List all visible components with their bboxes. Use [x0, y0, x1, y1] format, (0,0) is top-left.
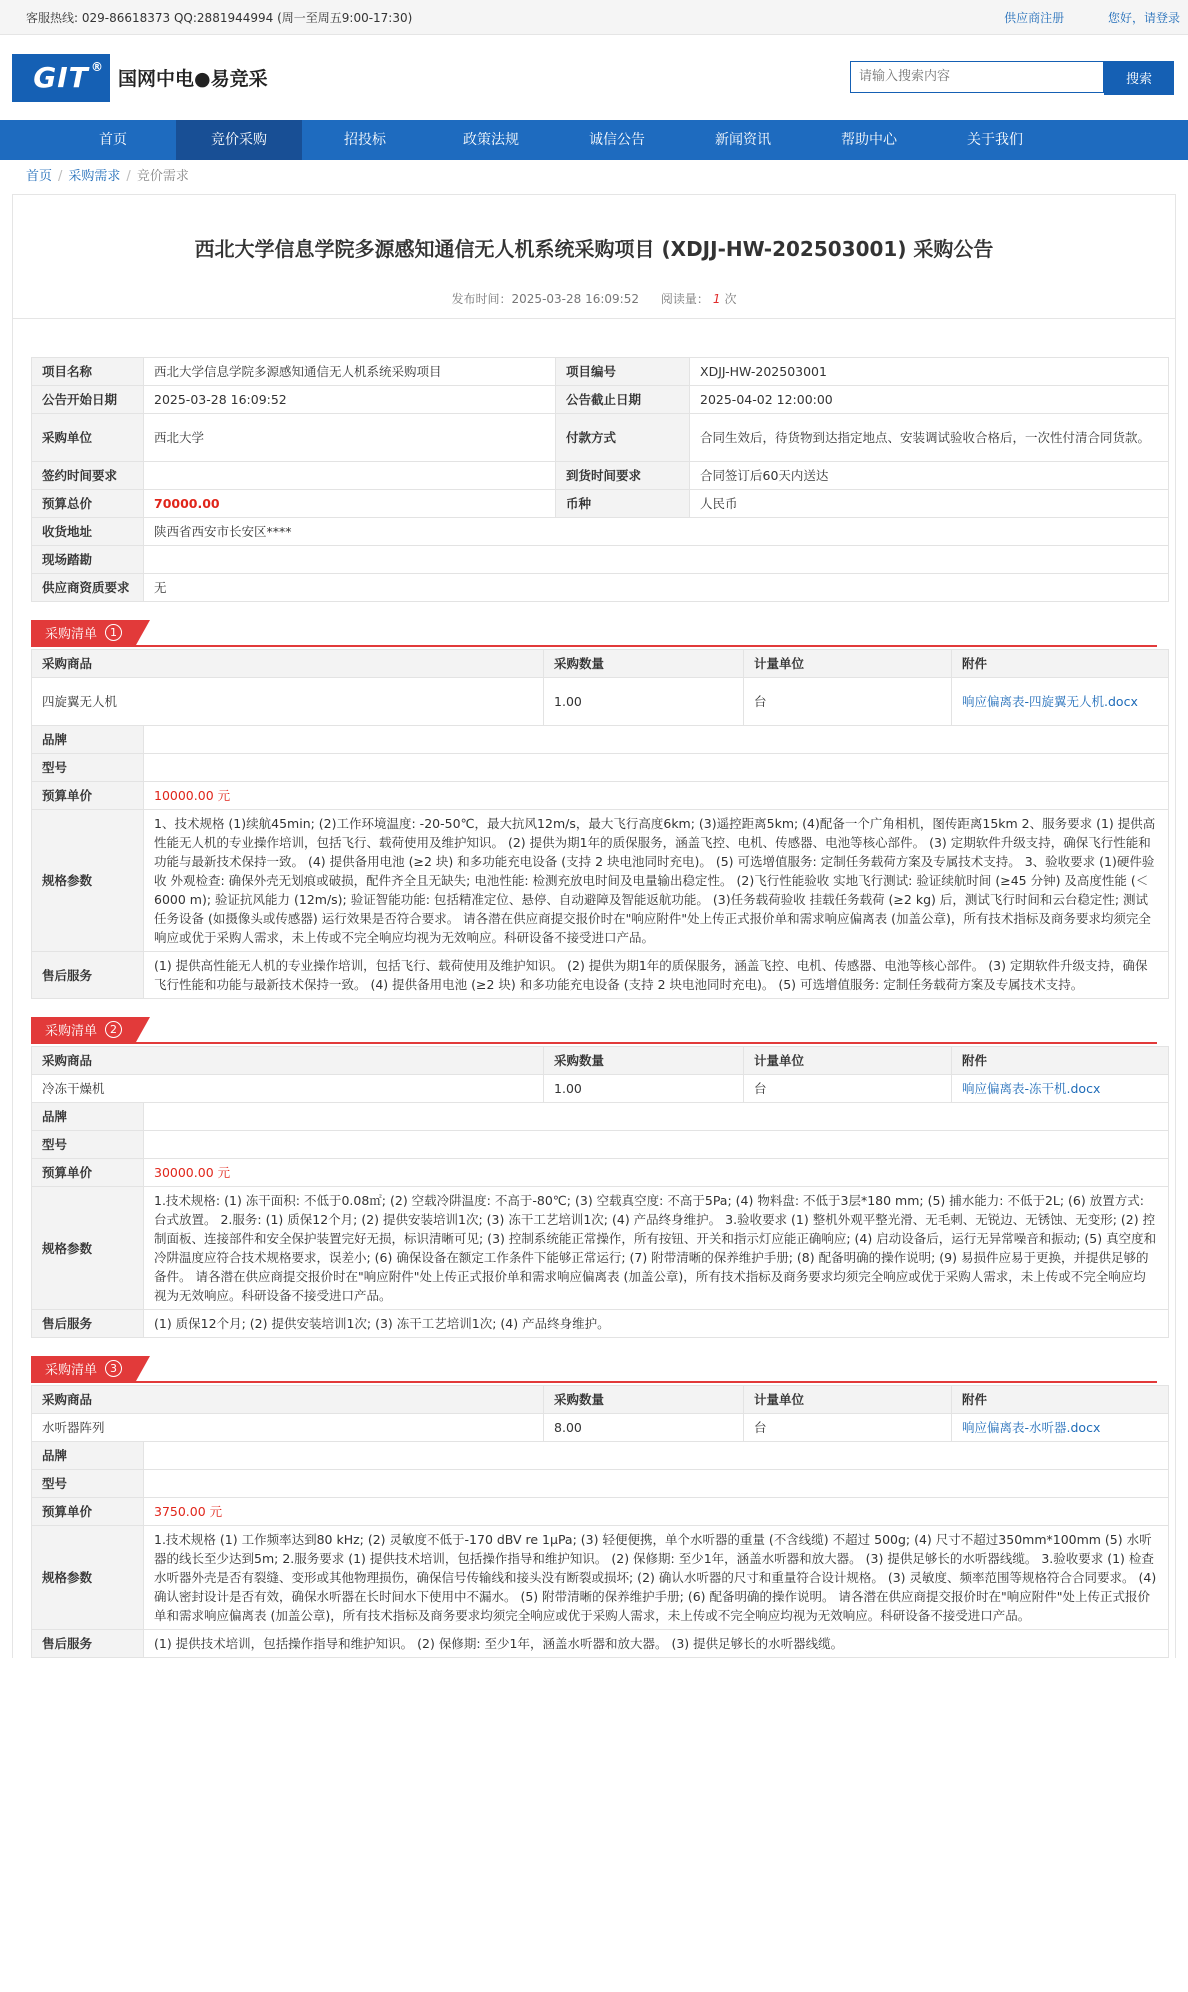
publish-meta: 发布时间：2025-03-28 16:09:52 阅读量： 1 次: [451, 292, 737, 306]
arrive-time-value: 合同签订后60天内送达: [690, 462, 1169, 490]
project-name-value: 西北大学信息学院多源感知通信无人机系统采购项目: [144, 358, 556, 386]
page-title: 西北大学信息学院多源感知通信无人机系统采购项目 (XDJJ-HW-202503001) 采购公告: [194, 237, 994, 261]
brand-value: [144, 726, 1169, 754]
attachment-link[interactable]: 响应偏离表-水听器.docx: [962, 1420, 1101, 1435]
currency-value: 人民币: [690, 490, 1169, 518]
sign-time-label: 签约时间要求: [32, 462, 144, 490]
qty-header: 采购数量: [544, 1386, 744, 1414]
nav-news[interactable]: 新闻资讯: [715, 132, 771, 148]
publish-time: 2025-03-28 16:09:52: [511, 292, 639, 306]
goods-qty: 1.00: [544, 678, 744, 726]
goods-name: 四旋翼无人机: [32, 678, 544, 726]
survey-value: [144, 546, 1169, 574]
project-name-label: 项目名称: [32, 358, 144, 386]
budget-label: 预算总价: [32, 490, 144, 518]
list-tag-2: 采购清单 2: [31, 1017, 1157, 1042]
brand-label: 品牌: [32, 1442, 144, 1470]
attach-header: 附件: [952, 1386, 1169, 1414]
nav-credit[interactable]: 诚信公告: [589, 132, 645, 148]
title-area: [13, 195, 1175, 319]
price-value: 30000.00 元: [144, 1159, 1169, 1187]
breadcrumb: 首页 / 采购需求 / 竞价需求: [26, 169, 189, 184]
buyer-label: 采购单位: [32, 414, 144, 462]
top-bar: [0, 0, 1188, 35]
brand-name: 国网中电●易竞采: [118, 68, 268, 90]
supplier-register-link[interactable]: 供应商注册: [1004, 10, 1065, 25]
sign-time-value: [144, 462, 556, 490]
purchase-list-3: [31, 1385, 1169, 1658]
qualify-label: 供应商资质要求: [32, 574, 144, 602]
service-value: (1) 质保12个月; (2) 提供安装培训1次; (3) 冻干工艺培训1次; (4) 产品终身维护。: [144, 1310, 1169, 1338]
survey-label: 现场踏勘: [32, 546, 144, 574]
attachment-link[interactable]: 响应偏离表-冻干机.docx: [962, 1081, 1101, 1096]
project-info-table: [31, 357, 1169, 602]
goods-qty: 8.00: [544, 1414, 744, 1442]
site-header: [0, 35, 1188, 120]
goods-unit: 台: [744, 1075, 952, 1103]
git-logo-icon: GIT ®: [12, 54, 110, 102]
goods-unit: 台: [744, 1414, 952, 1442]
spec-value: 1.技术规格 (1) 工作频率达到80 kHz; (2) 灵敏度不低于-170 dBV re 1μPa; (3) 轻便便携，单个水听器的重量 (不含线缆) 不超过 500g; (4) 尺寸不超过350mm*100mm (5) 水听器的线长至少达到5m; 2.服务要求 (1) 提供技术培训，包括操作指导和维护知识。 (2) 保修期: 至少1年，涵盖水听器和放大器。 (3) 提供足够长的水听器线缆。 3.验收要求 (1) 检查水听器外壳是否有裂缝、变形或其他物理损伤，确保信号传输线和接头没有断裂或损坏; (2) 确认水听器的尺寸和重量符合设计规格。 (3) 灵敏度、频率范围等规格符合合同要求。 (4) 确认密封设计是否有效，确保水听器在长时间水下使用中不漏水。 (5) 附带清晰的保养维护手册; (6) 配备明确的操作说明。 请各潜在供应商提交报价时在"响应附件"处上传正式报价单和需求响应偏离表 (加盖公章)，所有技术指标及商务要求均须完全响应或优于采购人需求，未上传或不完全响应均视为无效响应。科研设备不接受进口产品。: [144, 1526, 1169, 1630]
goods-header: 采购商品: [32, 1386, 544, 1414]
goods-name: 冷冻干燥机: [32, 1075, 544, 1103]
breadcrumb-home[interactable]: 首页: [26, 169, 53, 184]
currency-label: 币种: [556, 490, 690, 518]
spec-value: 1、技术规格 (1)续航45min; (2)工作环境温度: -20-50℃，最大抗风12m/s，最大飞行高度6km; (3)遥控距离5km; (4)配备一个广角相机，图传距离15km 2、服务要求 (1) 提供高性能无人机的专业操作培训，包括飞行、载荷使用及维护知识。 (2) 提供为期1年的质保服务，涵盖飞控、电机、传感器、电池等核心部件。 (3) 定期软件升级支持，确保飞行性能和功能与最新技术保持一致。 (4) 提供备用电池 (≥2 块) 和多功能充电设备 (支持 2 块电池同时充电)。 (5) 可选增值服务: 定制任务载荷方案及专属技术支持。 3、验收要求 (1)硬件验收 外观检查: 确保外壳无划痕或破损，配件齐全且无缺失; 电池性能: 检测充放电时间及电量输出稳定性。 (2)飞行性能验收 实地飞行测试: 验证续航时间 (≥45 分钟) 及高度性能 (＜6000 m); 验证抗风能力 (12m/s); 验证智能功能: 包括精准定位、悬停、自动避障及智能返航功能。 (3)任务载荷验收 挂载任务载荷 (≥2 kg) 后，测试飞行时间和云台稳定性; 测试任务设备 (如摄像头或传感器) 运行效果是否符合要求。 请各潜在供应商提交报价时在"响应附件"处上传正式报价单和需求响应偏离表 (加盖公章)，所有技术指标及商务要求均须完全响应或优于采购人需求，未上传或不完全响应均视为无效响应。科研设备不接受进口产品。: [144, 810, 1169, 952]
project-no-label: 项目编号: [556, 358, 690, 386]
address-label: 收货地址: [32, 518, 144, 546]
brand-value: [144, 1103, 1169, 1131]
nav-policy[interactable]: 政策法规: [463, 132, 519, 148]
spec-label: 规格参数: [32, 1526, 144, 1630]
model-label: 型号: [32, 754, 144, 782]
price-label: 预算单价: [32, 1159, 144, 1187]
service-value: (1) 提供高性能无人机的专业操作培训，包括飞行、载荷使用及维护知识。 (2) 提供为期1年的质保服务，涵盖飞控、电机、传感器、电池等核心部件。 (3) 定期软件升级支持，确保飞行性能和功能与最新技术保持一致。 (4) 提供备用电池 (≥2 块) 和多功能充电设备 (支持 2 块电池同时充电)。 (5) 可选增值服务: 定制任务载荷方案及专属技术支持。: [144, 952, 1169, 999]
spec-label: 规格参数: [32, 810, 144, 952]
arrive-time-label: 到货时间要求: [556, 462, 690, 490]
price-value: 3750.00 元: [144, 1498, 1169, 1526]
unit-header: 计量单位: [744, 650, 952, 678]
service-label: 售后服务: [32, 1630, 144, 1658]
service-label: 售后服务: [32, 952, 144, 999]
search-button[interactable]: 搜索: [1104, 61, 1174, 95]
unit-header: 计量单位: [744, 1047, 952, 1075]
project-no-value: XDJJ-HW-202503001: [690, 358, 1169, 386]
model-value: [144, 754, 1169, 782]
brand-label: 品牌: [32, 1103, 144, 1131]
model-label: 型号: [32, 1470, 144, 1498]
read-count: 1: [712, 292, 721, 306]
payment-value: 合同生效后，待货物到达指定地点、安装调试验收合格后，一次性付清合同货款。: [690, 414, 1169, 462]
price-label: 预算单价: [32, 782, 144, 810]
breadcrumb-demand[interactable]: 采购需求: [68, 169, 121, 184]
goods-qty: 1.00: [544, 1075, 744, 1103]
purchase-list-2: [31, 1046, 1169, 1338]
qty-header: 采购数量: [544, 650, 744, 678]
brand-value: [144, 1442, 1169, 1470]
spec-label: 规格参数: [32, 1187, 144, 1310]
nav-about[interactable]: 关于我们: [967, 132, 1023, 148]
goods-name: 水听器阵列: [32, 1414, 544, 1442]
nav-tender[interactable]: 招投标: [344, 132, 386, 148]
announcement-panel: [12, 194, 1176, 1658]
nav-help[interactable]: 帮助中心: [841, 132, 897, 148]
list-tag-3: 采购清单 3: [31, 1356, 1157, 1381]
spec-value: 1.技术规格: (1) 冻干面积: 不低于0.08㎡; (2) 空载冷阱温度: 不高于-80℃; (3) 空载真空度: 不高于5Pa; (4) 物料盘: 不低于3层*180 mm; (5) 捕水能力: 不低于2L; (6) 放置方式: 台式放置。 2.服务: (1) 质保12个月; (2) 提供安装培训1次; (3) 冻干工艺培训1次; (4) 产品终身维护。 3.验收要求 (1) 整机外观平整光滑、无毛刺、无锐边、无锈蚀、无变形; (2) 控制面板、连接部件和安全保护装置完好无损，标识清晰可见; (3) 控制系统能正常操作，所有按钮、开关和指示灯应能正确响应; (4) 启动设备后，运行无异常噪音和振动; (5) 真空度和冷阱温度应符合技术规格要求，误差小; (6) 确保设备在额定工作条件下能够正常运行; (7) 附带清晰的保养维护手册; (8) 配备明确的操作说明; (9) 易损件应易于更换，并提供足够的备件。 请各潜在供应商提交报价时在"响应附件"处上传正式报价单和需求响应偏离表 (加盖公章)，所有技术指标及商务要求均须完全响应或优于采购人需求，未上传或不完全响应均视为无效响应。科研设备不接受进口产品。: [144, 1187, 1169, 1310]
purchase-list-1: [31, 649, 1169, 999]
start-date-value: 2025-03-28 16:09:52: [144, 386, 556, 414]
goods-header: 采购商品: [32, 650, 544, 678]
service-label: 售后服务: [32, 1310, 144, 1338]
start-date-label: 公告开始日期: [32, 386, 144, 414]
qualify-value: 无: [144, 574, 1169, 602]
price-value: 10000.00 元: [144, 782, 1169, 810]
model-value: [144, 1131, 1169, 1159]
site-logo[interactable]: [12, 54, 268, 102]
hotline-text: 客服热线: 029-86618373 QQ:2881944994 (周一至周五9:00-17:30): [26, 10, 413, 25]
buyer-value: 西北大学: [144, 414, 556, 462]
service-value: (1) 提供技术培训，包括操作指导和维护知识。 (2) 保修期: 至少1年，涵盖水听器和放大器。 (3) 提供足够长的水听器线缆。: [144, 1630, 1169, 1658]
nav-home[interactable]: 首页: [99, 132, 127, 148]
end-date-label: 公告截止日期: [556, 386, 690, 414]
attach-header: 附件: [952, 1047, 1169, 1075]
payment-label: 付款方式: [556, 414, 690, 462]
login-link[interactable]: 您好，请登录: [1107, 10, 1180, 25]
goods-unit: 台: [744, 678, 952, 726]
search-bar: [850, 61, 1174, 95]
unit-header: 计量单位: [744, 1386, 952, 1414]
model-value: [144, 1470, 1169, 1498]
budget-value: 70000.00: [144, 490, 556, 518]
list-tag-1: 采购清单 1: [31, 620, 1157, 645]
qty-header: 采购数量: [544, 1047, 744, 1075]
breadcrumb-current: 竞价需求: [136, 169, 189, 184]
goods-header: 采购商品: [32, 1047, 544, 1075]
address-value: 陕西省西安市长安区****: [144, 518, 1169, 546]
attach-header: 附件: [952, 650, 1169, 678]
attachment-link[interactable]: 响应偏离表-四旋翼无人机.docx: [962, 694, 1138, 709]
nav-bidding[interactable]: 竞价采购: [176, 120, 302, 160]
search-input[interactable]: [850, 61, 1104, 93]
brand-label: 品牌: [32, 726, 144, 754]
end-date-value: 2025-04-02 12:00:00: [690, 386, 1169, 414]
model-label: 型号: [32, 1131, 144, 1159]
main-nav: [0, 120, 1188, 160]
price-label: 预算单价: [32, 1498, 144, 1526]
